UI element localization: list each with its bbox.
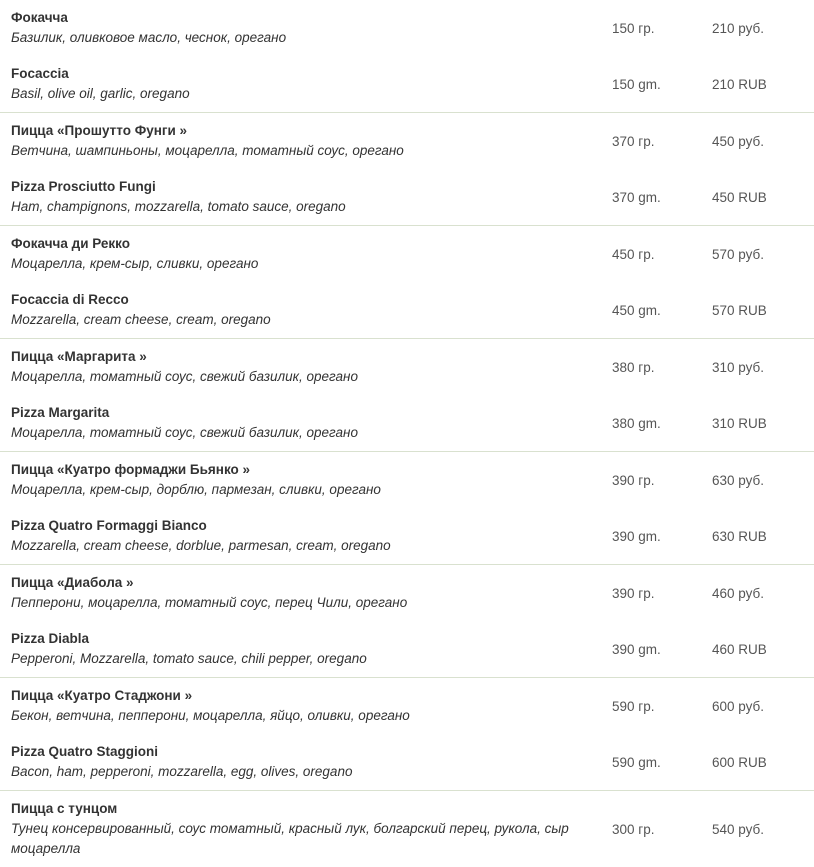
menu-row (0, 226, 814, 282)
menu-group-diabola (0, 565, 814, 678)
dish-price: 450 руб. (712, 133, 765, 149)
dish-name: Focaccia (11, 66, 69, 81)
menu-row (0, 621, 814, 677)
dish-description (0, 347, 612, 387)
dish-ingredients: Bacon, ham, pepperoni, mozzarella, egg, olives, oregano (11, 764, 353, 779)
dish-name: Пицца «Маргарита » (11, 349, 147, 364)
dish-weight: 390 гр. (612, 585, 655, 601)
dish-name: Пицца «Куатро Стаджони » (11, 688, 193, 703)
menu-group-margarita (0, 339, 814, 452)
dish-weight: 590 гр. (612, 698, 655, 714)
dish-description (0, 799, 612, 859)
dish-description (0, 403, 612, 443)
dish-price: 460 руб. (712, 585, 765, 601)
dish-ingredients: Моцарелла, крем-сыр, сливки, орегано (11, 256, 259, 271)
dish-name: Пицца «Прошутто Фунги » (11, 123, 188, 138)
menu-row (0, 113, 814, 169)
menu-group-quatro-staggioni (0, 678, 814, 791)
dish-ingredients: Моцарелла, томатный соус, свежий базилик, орегано (11, 369, 358, 384)
dish-description (0, 64, 612, 104)
dish-weight: 370 gm. (612, 189, 661, 205)
dish-name: Pizza Quatro Staggioni (11, 744, 159, 759)
dish-name: Pizza Margarita (11, 405, 110, 420)
dish-description (0, 573, 612, 613)
menu-row (0, 508, 814, 564)
menu-row (0, 169, 814, 225)
dish-price: 630 RUB (712, 528, 767, 544)
dish-name: Пицца «Диабола » (11, 575, 134, 590)
dish-description (0, 516, 612, 556)
dish-weight: 150 gm. (612, 76, 661, 92)
dish-name: Pizza Prosciutto Fungi (11, 179, 156, 194)
dish-ingredients: Pepperoni, Mozzarella, tomato sauce, chili pepper, oregano (11, 651, 367, 666)
dish-weight: 150 гр. (612, 20, 655, 36)
dish-price: 570 RUB (712, 302, 767, 318)
dish-ingredients: Basil, olive oil, garlic, oregano (11, 86, 190, 101)
dish-weight: 380 гр. (612, 359, 655, 375)
dish-name: Pizza Diabla (11, 631, 90, 646)
dish-description (0, 460, 612, 500)
dish-ingredients: Базилик, оливковое масло, чеснок, орегано (11, 30, 287, 45)
dish-description (0, 121, 612, 161)
dish-weight: 300 гр. (612, 821, 655, 837)
dish-weight: 370 гр. (612, 133, 655, 149)
dish-ingredients: Ветчина, шампиньоны, моцарелла, томатный соус, орегано (11, 143, 404, 158)
dish-weight: 590 gm. (612, 754, 661, 770)
dish-description (0, 290, 612, 330)
dish-price: 310 RUB (712, 415, 767, 431)
dish-description (0, 177, 612, 217)
menu-row (0, 565, 814, 621)
dish-weight: 390 gm. (612, 528, 661, 544)
dish-weight: 450 gm. (612, 302, 661, 318)
menu-group-prosciutto-fungi (0, 113, 814, 226)
dish-description (0, 234, 612, 274)
dish-ingredients: Тунец консервированный, соус томатный, красный лук, болгарский перец, рукола, сыр моцарелла (11, 821, 569, 856)
dish-description (0, 742, 612, 782)
dish-name: Pizza Quatro Formaggi Bianco (11, 518, 207, 533)
dish-weight: 380 gm. (612, 415, 661, 431)
dish-price: 460 RUB (712, 641, 767, 657)
menu-row (0, 678, 814, 734)
dish-ingredients: Mozzarella, cream cheese, dorblue, parmesan, cream, oregano (11, 538, 391, 553)
dish-ingredients: Ham, champignons, mozzarella, tomato sauce, oregano (11, 199, 346, 214)
dish-price: 450 RUB (712, 189, 767, 205)
dish-description (0, 686, 612, 726)
dish-ingredients: Бекон, ветчина, пепперони, моцарелла, яйцо, оливки, орегано (11, 708, 410, 723)
dish-description (0, 629, 612, 669)
menu-group-quatro-formaggi (0, 452, 814, 565)
menu-row (0, 734, 814, 790)
menu-group-focaccia (0, 0, 814, 113)
menu-group-focaccia-di-recco (0, 226, 814, 339)
dish-price: 210 руб. (712, 20, 765, 36)
dish-name: Пицца «Куатро формаджи Бьянко » (11, 462, 251, 477)
dish-ingredients: Пепперони, моцарелла, томатный соус, перец Чили, орегано (11, 595, 408, 610)
menu-row (0, 339, 814, 395)
dish-weight: 450 гр. (612, 246, 655, 262)
dish-name: Focaccia di Recco (11, 292, 129, 307)
menu-row (0, 395, 814, 451)
dish-price: 540 руб. (712, 821, 765, 837)
dish-name: Пицца с тунцом (11, 801, 118, 816)
dish-price: 310 руб. (712, 359, 765, 375)
dish-description (0, 8, 612, 48)
dish-price: 600 руб. (712, 698, 765, 714)
menu-row (0, 56, 814, 112)
dish-price: 570 руб. (712, 246, 765, 262)
dish-ingredients: Моцарелла, крем-сыр, дорблю, пармезан, сливки, орегано (11, 482, 381, 497)
menu-row (0, 791, 814, 867)
dish-ingredients: Моцарелла, томатный соус, свежий базилик, орегано (11, 425, 358, 440)
menu-group-tuna (0, 791, 814, 867)
dish-name: Фокачча (11, 10, 68, 25)
dish-price: 210 RUB (712, 76, 767, 92)
dish-weight: 390 gm. (612, 641, 661, 657)
dish-name: Фокачча ди Рекко (11, 236, 131, 251)
menu-row (0, 282, 814, 338)
dish-price: 630 руб. (712, 472, 765, 488)
dish-price: 600 RUB (712, 754, 767, 770)
dish-ingredients: Mozzarella, cream cheese, cream, oregano (11, 312, 271, 327)
dish-weight: 390 гр. (612, 472, 655, 488)
menu-row (0, 452, 814, 508)
menu-row (0, 0, 814, 56)
